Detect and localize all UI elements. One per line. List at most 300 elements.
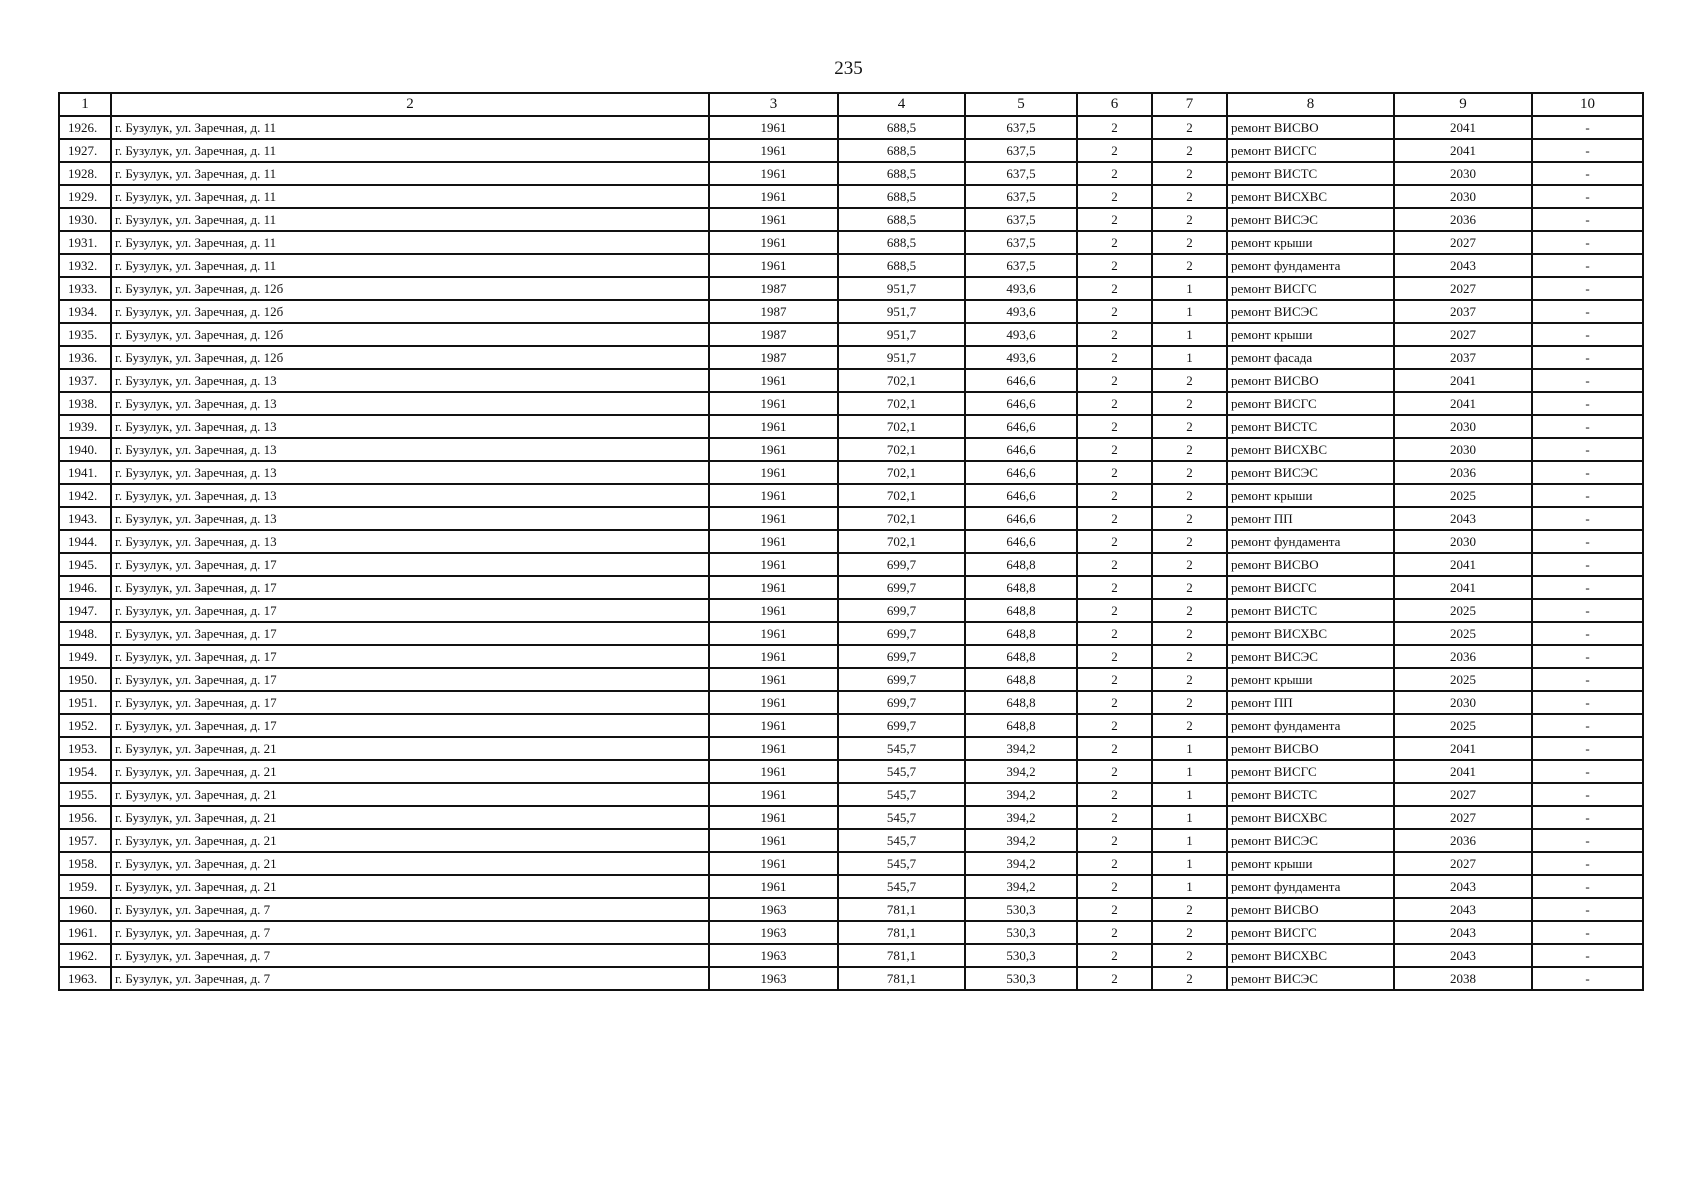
floors-cell: 2 <box>1077 829 1152 852</box>
row-number-cell: 1933. <box>59 277 111 300</box>
note-cell: - <box>1532 438 1643 461</box>
total-area-cell: 545,7 <box>838 829 965 852</box>
total-area-cell: 781,1 <box>838 921 965 944</box>
plan-year-cell: 2041 <box>1394 392 1532 415</box>
work-type-cell: ремонт ВИСЭС <box>1227 829 1394 852</box>
plan-year-cell: 2043 <box>1394 875 1532 898</box>
note-cell: - <box>1532 208 1643 231</box>
work-type-cell: ремонт ВИСВО <box>1227 898 1394 921</box>
work-type-cell: ремонт ВИСГС <box>1227 921 1394 944</box>
total-area-cell: 688,5 <box>838 231 965 254</box>
row-number-cell: 1948. <box>59 622 111 645</box>
living-area-cell: 493,6 <box>965 346 1077 369</box>
address-cell: г. Бузулук, ул. Заречная, д. 12б <box>111 277 709 300</box>
entrances-cell: 2 <box>1152 185 1227 208</box>
note-cell: - <box>1532 530 1643 553</box>
work-type-cell: ремонт крыши <box>1227 852 1394 875</box>
plan-year-cell: 2043 <box>1394 507 1532 530</box>
total-area-cell: 951,7 <box>838 346 965 369</box>
entrances-cell: 1 <box>1152 806 1227 829</box>
plan-year-cell: 2037 <box>1394 346 1532 369</box>
column-header: 3 <box>709 93 838 116</box>
year-built-cell: 1961 <box>709 806 838 829</box>
table-row <box>59 875 1643 898</box>
row-number-cell: 1961. <box>59 921 111 944</box>
address-cell: г. Бузулук, ул. Заречная, д. 17 <box>111 599 709 622</box>
table-row <box>59 967 1643 990</box>
floors-cell: 2 <box>1077 231 1152 254</box>
total-area-cell: 545,7 <box>838 806 965 829</box>
living-area-cell: 646,6 <box>965 392 1077 415</box>
year-built-cell: 1961 <box>709 139 838 162</box>
year-built-cell: 1963 <box>709 967 838 990</box>
living-area-cell: 648,8 <box>965 668 1077 691</box>
year-built-cell: 1961 <box>709 530 838 553</box>
living-area-cell: 648,8 <box>965 645 1077 668</box>
year-built-cell: 1961 <box>709 162 838 185</box>
floors-cell: 2 <box>1077 346 1152 369</box>
work-type-cell: ремонт ВИСХВС <box>1227 944 1394 967</box>
note-cell: - <box>1532 852 1643 875</box>
floors-cell: 2 <box>1077 553 1152 576</box>
address-cell: г. Бузулук, ул. Заречная, д. 11 <box>111 185 709 208</box>
year-built-cell: 1963 <box>709 898 838 921</box>
address-cell: г. Бузулук, ул. Заречная, д. 11 <box>111 231 709 254</box>
address-cell: г. Бузулук, ул. Заречная, д. 11 <box>111 254 709 277</box>
plan-year-cell: 2030 <box>1394 162 1532 185</box>
column-header: 7 <box>1152 93 1227 116</box>
plan-year-cell: 2030 <box>1394 438 1532 461</box>
living-area-cell: 646,6 <box>965 507 1077 530</box>
floors-cell: 2 <box>1077 645 1152 668</box>
year-built-cell: 1963 <box>709 944 838 967</box>
entrances-cell: 2 <box>1152 369 1227 392</box>
row-number-cell: 1935. <box>59 323 111 346</box>
table-row <box>59 760 1643 783</box>
living-area-cell: 646,6 <box>965 369 1077 392</box>
year-built-cell: 1961 <box>709 668 838 691</box>
work-type-cell: ремонт фасада <box>1227 346 1394 369</box>
year-built-cell: 1961 <box>709 208 838 231</box>
living-area-cell: 646,6 <box>965 415 1077 438</box>
note-cell: - <box>1532 369 1643 392</box>
floors-cell: 2 <box>1077 392 1152 415</box>
row-number-cell: 1962. <box>59 944 111 967</box>
column-header: 6 <box>1077 93 1152 116</box>
work-type-cell: ремонт ВИСТС <box>1227 783 1394 806</box>
address-cell: г. Бузулук, ул. Заречная, д. 11 <box>111 139 709 162</box>
work-type-cell: ремонт фундамента <box>1227 530 1394 553</box>
entrances-cell: 1 <box>1152 323 1227 346</box>
address-cell: г. Бузулук, ул. Заречная, д. 17 <box>111 622 709 645</box>
work-type-cell: ремонт фундамента <box>1227 254 1394 277</box>
address-cell: г. Бузулук, ул. Заречная, д. 21 <box>111 783 709 806</box>
plan-year-cell: 2041 <box>1394 737 1532 760</box>
floors-cell: 2 <box>1077 323 1152 346</box>
total-area-cell: 699,7 <box>838 576 965 599</box>
floors-cell: 2 <box>1077 415 1152 438</box>
total-area-cell: 688,5 <box>838 185 965 208</box>
plan-year-cell: 2030 <box>1394 415 1532 438</box>
plan-year-cell: 2041 <box>1394 553 1532 576</box>
year-built-cell: 1961 <box>709 231 838 254</box>
floors-cell: 2 <box>1077 277 1152 300</box>
living-area-cell: 646,6 <box>965 461 1077 484</box>
address-cell: г. Бузулук, ул. Заречная, д. 17 <box>111 645 709 668</box>
row-number-cell: 1929. <box>59 185 111 208</box>
total-area-cell: 699,7 <box>838 553 965 576</box>
floors-cell: 2 <box>1077 806 1152 829</box>
row-number-cell: 1940. <box>59 438 111 461</box>
row-number-cell: 1959. <box>59 875 111 898</box>
total-area-cell: 702,1 <box>838 415 965 438</box>
living-area-cell: 648,8 <box>965 691 1077 714</box>
table-row <box>59 392 1643 415</box>
total-area-cell: 951,7 <box>838 323 965 346</box>
entrances-cell: 1 <box>1152 829 1227 852</box>
note-cell: - <box>1532 599 1643 622</box>
entrances-cell: 2 <box>1152 921 1227 944</box>
work-type-cell: ремонт ВИСХВС <box>1227 622 1394 645</box>
table-row <box>59 208 1643 231</box>
year-built-cell: 1961 <box>709 875 838 898</box>
year-built-cell: 1961 <box>709 185 838 208</box>
table-row <box>59 783 1643 806</box>
year-built-cell: 1961 <box>709 622 838 645</box>
table-body <box>59 116 1643 990</box>
row-number-cell: 1930. <box>59 208 111 231</box>
table-row <box>59 254 1643 277</box>
row-number-cell: 1958. <box>59 852 111 875</box>
row-number-cell: 1946. <box>59 576 111 599</box>
table-row <box>59 921 1643 944</box>
entrances-cell: 2 <box>1152 116 1227 139</box>
year-built-cell: 1961 <box>709 645 838 668</box>
address-cell: г. Бузулук, ул. Заречная, д. 7 <box>111 898 709 921</box>
living-area-cell: 530,3 <box>965 898 1077 921</box>
address-cell: г. Бузулук, ул. Заречная, д. 13 <box>111 507 709 530</box>
plan-year-cell: 2038 <box>1394 967 1532 990</box>
year-built-cell: 1961 <box>709 760 838 783</box>
living-area-cell: 394,2 <box>965 783 1077 806</box>
year-built-cell: 1961 <box>709 484 838 507</box>
note-cell: - <box>1532 898 1643 921</box>
work-type-cell: ремонт ВИСТС <box>1227 415 1394 438</box>
note-cell: - <box>1532 645 1643 668</box>
floors-cell: 2 <box>1077 852 1152 875</box>
living-area-cell: 530,3 <box>965 944 1077 967</box>
year-built-cell: 1961 <box>709 415 838 438</box>
entrances-cell: 2 <box>1152 714 1227 737</box>
plan-year-cell: 2043 <box>1394 254 1532 277</box>
row-number-cell: 1936. <box>59 346 111 369</box>
plan-year-cell: 2025 <box>1394 668 1532 691</box>
work-type-cell: ремонт крыши <box>1227 484 1394 507</box>
plan-year-cell: 2027 <box>1394 323 1532 346</box>
plan-year-cell: 2030 <box>1394 185 1532 208</box>
row-number-cell: 1955. <box>59 783 111 806</box>
table-row <box>59 438 1643 461</box>
address-cell: г. Бузулук, ул. Заречная, д. 7 <box>111 967 709 990</box>
year-built-cell: 1961 <box>709 507 838 530</box>
plan-year-cell: 2027 <box>1394 783 1532 806</box>
note-cell: - <box>1532 254 1643 277</box>
floors-cell: 2 <box>1077 944 1152 967</box>
address-cell: г. Бузулук, ул. Заречная, д. 13 <box>111 415 709 438</box>
row-number-cell: 1926. <box>59 116 111 139</box>
note-cell: - <box>1532 484 1643 507</box>
total-area-cell: 545,7 <box>838 875 965 898</box>
total-area-cell: 545,7 <box>838 737 965 760</box>
address-cell: г. Бузулук, ул. Заречная, д. 13 <box>111 438 709 461</box>
column-header: 4 <box>838 93 965 116</box>
work-type-cell: ремонт ВИСГС <box>1227 392 1394 415</box>
address-cell: г. Бузулук, ул. Заречная, д. 12б <box>111 323 709 346</box>
total-area-cell: 781,1 <box>838 967 965 990</box>
table-row <box>59 231 1643 254</box>
table-row <box>59 277 1643 300</box>
entrances-cell: 2 <box>1152 415 1227 438</box>
entrances-cell: 2 <box>1152 553 1227 576</box>
living-area-cell: 493,6 <box>965 277 1077 300</box>
table-row <box>59 461 1643 484</box>
year-built-cell: 1961 <box>709 852 838 875</box>
address-cell: г. Бузулук, ул. Заречная, д. 21 <box>111 852 709 875</box>
work-type-cell: ремонт ВИСЭС <box>1227 645 1394 668</box>
living-area-cell: 646,6 <box>965 530 1077 553</box>
work-type-cell: ремонт ВИСЭС <box>1227 300 1394 323</box>
living-area-cell: 637,5 <box>965 185 1077 208</box>
living-area-cell: 530,3 <box>965 967 1077 990</box>
floors-cell: 2 <box>1077 967 1152 990</box>
entrances-cell: 2 <box>1152 898 1227 921</box>
floors-cell: 2 <box>1077 116 1152 139</box>
table-row <box>59 576 1643 599</box>
year-built-cell: 1961 <box>709 737 838 760</box>
plan-year-cell: 2025 <box>1394 599 1532 622</box>
year-built-cell: 1961 <box>709 691 838 714</box>
note-cell: - <box>1532 162 1643 185</box>
table-header-row <box>59 93 1643 116</box>
note-cell: - <box>1532 944 1643 967</box>
table-row <box>59 185 1643 208</box>
year-built-cell: 1963 <box>709 921 838 944</box>
row-number-cell: 1934. <box>59 300 111 323</box>
address-cell: г. Бузулук, ул. Заречная, д. 21 <box>111 760 709 783</box>
row-number-cell: 1927. <box>59 139 111 162</box>
note-cell: - <box>1532 967 1643 990</box>
address-cell: г. Бузулук, ул. Заречная, д. 13 <box>111 461 709 484</box>
total-area-cell: 699,7 <box>838 645 965 668</box>
note-cell: - <box>1532 185 1643 208</box>
work-type-cell: ремонт ВИСГС <box>1227 139 1394 162</box>
work-type-cell: ремонт ВИСЭС <box>1227 967 1394 990</box>
table-row <box>59 599 1643 622</box>
row-number-cell: 1939. <box>59 415 111 438</box>
plan-year-cell: 2030 <box>1394 530 1532 553</box>
entrances-cell: 2 <box>1152 484 1227 507</box>
living-area-cell: 648,8 <box>965 553 1077 576</box>
table-row <box>59 737 1643 760</box>
entrances-cell: 1 <box>1152 277 1227 300</box>
entrances-cell: 2 <box>1152 530 1227 553</box>
table-row <box>59 116 1643 139</box>
row-number-cell: 1951. <box>59 691 111 714</box>
work-type-cell: ремонт ВИСЭС <box>1227 461 1394 484</box>
work-type-cell: ремонт ВИСГС <box>1227 760 1394 783</box>
address-cell: г. Бузулук, ул. Заречная, д. 12б <box>111 346 709 369</box>
table-row <box>59 484 1643 507</box>
work-type-cell: ремонт ВИСВО <box>1227 553 1394 576</box>
address-cell: г. Бузулук, ул. Заречная, д. 11 <box>111 162 709 185</box>
entrances-cell: 1 <box>1152 875 1227 898</box>
row-number-cell: 1952. <box>59 714 111 737</box>
note-cell: - <box>1532 921 1643 944</box>
table-row <box>59 553 1643 576</box>
floors-cell: 2 <box>1077 185 1152 208</box>
row-number-cell: 1957. <box>59 829 111 852</box>
entrances-cell: 1 <box>1152 760 1227 783</box>
living-area-cell: 648,8 <box>965 599 1077 622</box>
address-cell: г. Бузулук, ул. Заречная, д. 21 <box>111 737 709 760</box>
year-built-cell: 1961 <box>709 116 838 139</box>
table-row <box>59 898 1643 921</box>
living-area-cell: 637,5 <box>965 254 1077 277</box>
row-number-cell: 1954. <box>59 760 111 783</box>
living-area-cell: 394,2 <box>965 760 1077 783</box>
column-header: 8 <box>1227 93 1394 116</box>
work-type-cell: ремонт ВИСВО <box>1227 369 1394 392</box>
total-area-cell: 545,7 <box>838 783 965 806</box>
entrances-cell: 2 <box>1152 599 1227 622</box>
table-row <box>59 944 1643 967</box>
table-row <box>59 829 1643 852</box>
plan-year-cell: 2041 <box>1394 139 1532 162</box>
year-built-cell: 1961 <box>709 553 838 576</box>
floors-cell: 2 <box>1077 898 1152 921</box>
floors-cell: 2 <box>1077 300 1152 323</box>
table-row <box>59 346 1643 369</box>
plan-year-cell: 2036 <box>1394 208 1532 231</box>
table-row <box>59 668 1643 691</box>
table-row <box>59 714 1643 737</box>
total-area-cell: 688,5 <box>838 116 965 139</box>
year-built-cell: 1987 <box>709 277 838 300</box>
column-header: 2 <box>111 93 709 116</box>
address-cell: г. Бузулук, ул. Заречная, д. 21 <box>111 875 709 898</box>
table-row <box>59 622 1643 645</box>
entrances-cell: 2 <box>1152 967 1227 990</box>
row-number-cell: 1956. <box>59 806 111 829</box>
floors-cell: 2 <box>1077 438 1152 461</box>
address-cell: г. Бузулук, ул. Заречная, д. 11 <box>111 116 709 139</box>
row-number-cell: 1945. <box>59 553 111 576</box>
row-number-cell: 1942. <box>59 484 111 507</box>
work-type-cell: ремонт фундамента <box>1227 875 1394 898</box>
floors-cell: 2 <box>1077 622 1152 645</box>
year-built-cell: 1961 <box>709 783 838 806</box>
entrances-cell: 2 <box>1152 668 1227 691</box>
table-row <box>59 300 1643 323</box>
year-built-cell: 1987 <box>709 346 838 369</box>
floors-cell: 2 <box>1077 369 1152 392</box>
work-type-cell: ремонт ВИСХВС <box>1227 438 1394 461</box>
floors-cell: 2 <box>1077 162 1152 185</box>
total-area-cell: 702,1 <box>838 484 965 507</box>
total-area-cell: 781,1 <box>838 944 965 967</box>
entrances-cell: 1 <box>1152 852 1227 875</box>
note-cell: - <box>1532 760 1643 783</box>
note-cell: - <box>1532 829 1643 852</box>
note-cell: - <box>1532 737 1643 760</box>
entrances-cell: 2 <box>1152 162 1227 185</box>
row-number-cell: 1950. <box>59 668 111 691</box>
address-cell: г. Бузулук, ул. Заречная, д. 13 <box>111 484 709 507</box>
total-area-cell: 688,5 <box>838 139 965 162</box>
year-built-cell: 1961 <box>709 369 838 392</box>
floors-cell: 2 <box>1077 254 1152 277</box>
address-cell: г. Бузулук, ул. Заречная, д. 17 <box>111 691 709 714</box>
entrances-cell: 1 <box>1152 737 1227 760</box>
year-built-cell: 1961 <box>709 829 838 852</box>
row-number-cell: 1943. <box>59 507 111 530</box>
living-area-cell: 394,2 <box>965 852 1077 875</box>
plan-year-cell: 2027 <box>1394 277 1532 300</box>
year-built-cell: 1961 <box>709 461 838 484</box>
row-number-cell: 1953. <box>59 737 111 760</box>
work-type-cell: ремонт ПП <box>1227 691 1394 714</box>
note-cell: - <box>1532 415 1643 438</box>
row-number-cell: 1960. <box>59 898 111 921</box>
living-area-cell: 493,6 <box>965 323 1077 346</box>
address-cell: г. Бузулук, ул. Заречная, д. 17 <box>111 714 709 737</box>
plan-year-cell: 2027 <box>1394 852 1532 875</box>
living-area-cell: 646,6 <box>965 438 1077 461</box>
column-header: 10 <box>1532 93 1643 116</box>
table-row <box>59 852 1643 875</box>
page-number: 235 <box>834 58 863 79</box>
entrances-cell: 2 <box>1152 208 1227 231</box>
total-area-cell: 702,1 <box>838 369 965 392</box>
row-number-cell: 1931. <box>59 231 111 254</box>
entrances-cell: 2 <box>1152 438 1227 461</box>
address-cell: г. Бузулук, ул. Заречная, д. 7 <box>111 921 709 944</box>
column-header: 1 <box>59 93 111 116</box>
living-area-cell: 493,6 <box>965 300 1077 323</box>
living-area-cell: 646,6 <box>965 484 1077 507</box>
work-type-cell: ремонт ВИСХВС <box>1227 185 1394 208</box>
table-row <box>59 645 1643 668</box>
plan-year-cell: 2030 <box>1394 691 1532 714</box>
note-cell: - <box>1532 783 1643 806</box>
address-cell: г. Бузулук, ул. Заречная, д. 7 <box>111 944 709 967</box>
floors-cell: 2 <box>1077 530 1152 553</box>
note-cell: - <box>1532 668 1643 691</box>
floors-cell: 2 <box>1077 668 1152 691</box>
note-cell: - <box>1532 576 1643 599</box>
living-area-cell: 394,2 <box>965 875 1077 898</box>
table-row <box>59 162 1643 185</box>
row-number-cell: 1928. <box>59 162 111 185</box>
floors-cell: 2 <box>1077 208 1152 231</box>
total-area-cell: 688,5 <box>838 162 965 185</box>
floors-cell: 2 <box>1077 139 1152 162</box>
entrances-cell: 2 <box>1152 392 1227 415</box>
year-built-cell: 1961 <box>709 254 838 277</box>
floors-cell: 2 <box>1077 484 1152 507</box>
plan-year-cell: 2043 <box>1394 921 1532 944</box>
floors-cell: 2 <box>1077 737 1152 760</box>
